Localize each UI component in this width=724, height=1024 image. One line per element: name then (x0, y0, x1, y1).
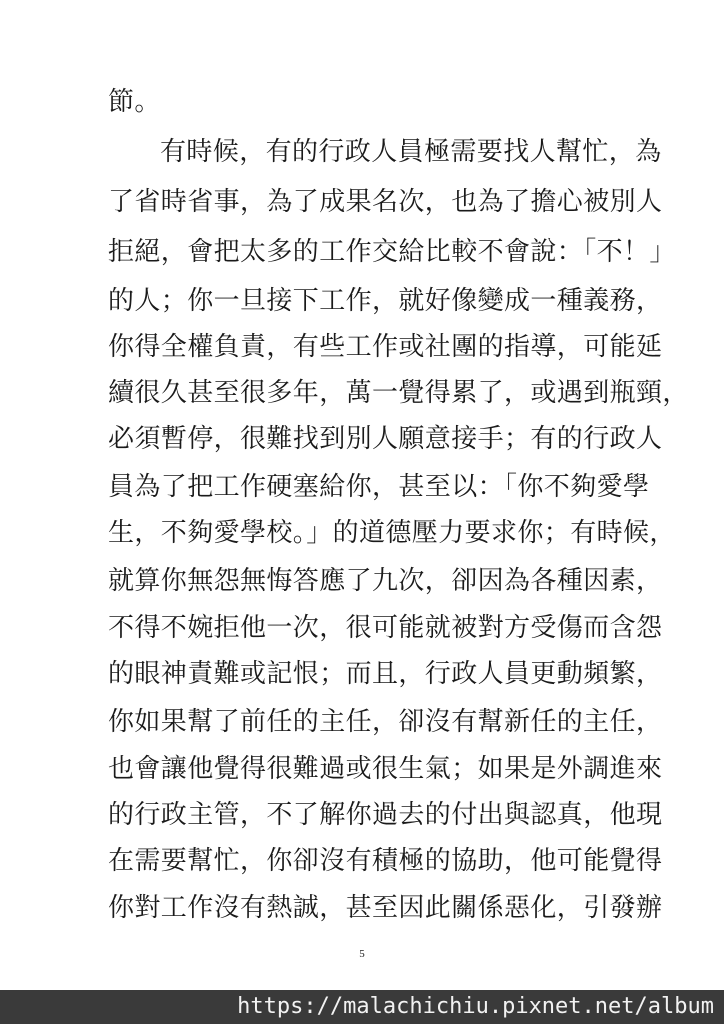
text-line: 了省時省事，為了成果名次，也為了擔心被別人 (108, 187, 663, 217)
text-line: 員為了把工作硬塞給你，甚至以：「你不夠愛學 (108, 472, 650, 502)
text-line: 拒絕，會把太多的工作交給比較不會說：「不！」 (108, 237, 676, 267)
text-line: 的眼神責難或記恨；而且，行政人員更動頻繁， (108, 659, 663, 689)
watermark-url: https://malachichiu.pixnet.net/album (237, 994, 714, 1019)
text-line: 就算你無怨無悔答應了九次，卻因為各種因素， (108, 566, 663, 596)
text-line: 不得不婉拒他一次，很可能就被對方受傷而含怨 (108, 613, 663, 643)
text-line: 必須暫停，很難找到別人願意接手；有的行政人 (108, 424, 663, 454)
text-line: 續很久甚至很多年，萬一覺得累了，或遇到瓶頸， (108, 378, 689, 408)
text-line: 有時候，有的行政人員極需要找人幫忙，為 (160, 137, 662, 167)
text-line: 也會讓他覺得很難過或很生氣；如果是外調進來 (108, 754, 663, 784)
text-line: 節。 (108, 87, 161, 117)
text-line: 的人；你一旦接下工作，就好像變成一種義務， (108, 286, 663, 316)
page-number: 5 (359, 948, 365, 960)
text-line: 在需要幫忙，你卻沒有積極的協助，他可能覺得 (108, 846, 663, 876)
watermark-bar (0, 990, 724, 1024)
text-line: 你如果幫了前任的主任，卻沒有幫新任的主任， (108, 707, 663, 737)
text-line: 你對工作沒有熱誠，甚至因此關係惡化，引發辦 (108, 893, 663, 923)
text-line: 你得全權負責，有些工作或社團的指導，可能延 (108, 332, 663, 362)
text-line: 生，不夠愛學校。」的道德壓力要求你；有時候， (108, 518, 676, 548)
text-line: 的行政主管，不了解你過去的付出與認真，他現 (108, 800, 663, 830)
